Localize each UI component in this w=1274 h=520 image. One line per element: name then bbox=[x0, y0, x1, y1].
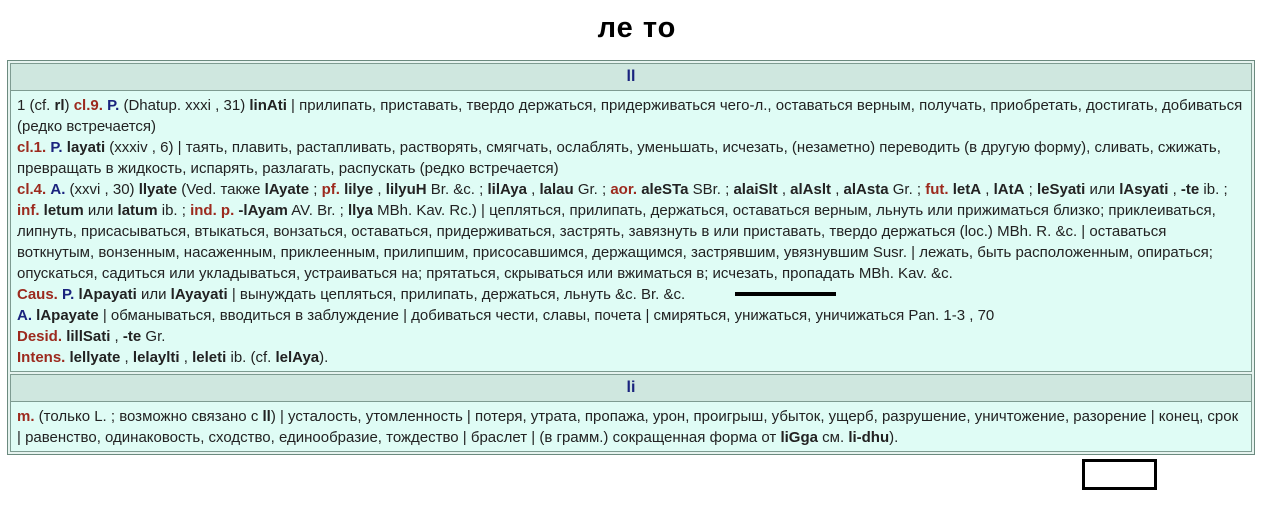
dictionary-entry bbox=[10, 374, 1252, 452]
text-segment: MBh. Kav. Rc.) | цепляться, прилипать, держаться, оставаться верным, льнуть или прижиматься близко; приклеиваться, липнуть, присасываться, втыкаться, вонзаться, оставаться, придерживаться, застрять, завязнуть в или приставать, твердо держаться (loc.) MBh. R. &c. | оставаться воткнутым, вонзенным, насаженным, приклеенным, прилипшим, присосавшимся, держащимся, застрявшим, увязнувшим Susr. | лежать, быть расположенным, опираться; опускаться, садиться или укладываться, устраиваться на; прятаться, скрываться или вжиматься в; исчезать, пропадать MBh. Kav. &c. bbox=[17, 202, 1216, 282]
term: liGga bbox=[780, 429, 818, 446]
term: lelaylti bbox=[132, 349, 180, 366]
term: Caus. bbox=[17, 286, 58, 303]
text-segment: , bbox=[981, 181, 994, 198]
term: lilyuH bbox=[385, 181, 427, 198]
term: alaiSlt bbox=[733, 181, 778, 198]
text-segment: ; bbox=[1024, 181, 1037, 198]
text-segment: 1 (cf. bbox=[17, 97, 55, 114]
term: llya bbox=[347, 202, 373, 219]
term: lAyate bbox=[264, 181, 310, 198]
text-segment: , bbox=[777, 181, 791, 198]
text-segment: ) bbox=[64, 97, 74, 114]
text-segment: ). bbox=[319, 349, 329, 366]
text-segment: AV. Br. ; bbox=[287, 202, 348, 219]
dictionary-entry bbox=[10, 63, 1252, 372]
term: cl.9. bbox=[73, 97, 103, 114]
entry-line bbox=[17, 406, 1245, 448]
term: lAyayati bbox=[170, 286, 228, 303]
text-segment: Gr. ; bbox=[573, 181, 611, 198]
term: letum bbox=[43, 202, 84, 219]
term: linAti bbox=[249, 97, 287, 114]
term: Intens. bbox=[17, 349, 66, 366]
text-segment: (xxvi , 30) bbox=[65, 181, 139, 198]
text-segment: ib. ; bbox=[1199, 181, 1228, 198]
term: rl bbox=[54, 97, 65, 114]
term: -lAyam bbox=[238, 202, 288, 219]
highlight-underline bbox=[735, 292, 836, 296]
entry-line bbox=[17, 305, 1245, 326]
text-segment: ). bbox=[889, 429, 899, 446]
term: P. bbox=[107, 97, 120, 114]
term: A. bbox=[17, 307, 32, 324]
text-segment: (xxxiv , 6) | таять, плавить, растапливать, растворять, смягчать, ослаблять, уменьшать, исчезать, (незаметно) переводить (в другую форму), сливать, сжижать, превращать в жидкость, испарять, разлагать, распускать (редко встречается) bbox=[17, 139, 1221, 177]
term: lAsyati bbox=[1119, 181, 1169, 198]
entry-line bbox=[17, 284, 1245, 305]
term: -te bbox=[1180, 181, 1200, 198]
term: leSyati bbox=[1036, 181, 1086, 198]
term: lalau bbox=[539, 181, 574, 198]
entry-headword: li bbox=[11, 375, 1251, 402]
term: lillSati bbox=[66, 328, 111, 345]
term: leleti bbox=[192, 349, 227, 366]
entry-line bbox=[17, 179, 1245, 284]
text-segment: (Ved. также bbox=[177, 181, 265, 198]
term: P. bbox=[50, 139, 63, 156]
text-segment: , bbox=[373, 181, 386, 198]
term: lilye bbox=[344, 181, 374, 198]
term: P. bbox=[62, 286, 75, 303]
term: -te bbox=[122, 328, 142, 345]
term: lAtA bbox=[993, 181, 1025, 198]
term: Desid. bbox=[17, 328, 63, 345]
text-segment: SBr. ; bbox=[688, 181, 734, 198]
text-segment: , bbox=[831, 181, 844, 198]
term: m. bbox=[17, 408, 35, 425]
dictionary-table bbox=[7, 60, 1255, 455]
text-segment: ; bbox=[309, 181, 322, 198]
text-segment: Br. &c. ; bbox=[426, 181, 488, 198]
term: fut. bbox=[925, 181, 949, 198]
text-segment: ib. ; bbox=[157, 202, 191, 219]
highlight-box bbox=[1082, 459, 1157, 490]
term: alAsta bbox=[843, 181, 889, 198]
term: pf. bbox=[321, 181, 340, 198]
text-segment: , bbox=[120, 349, 133, 366]
text-segment: ib. (cf. bbox=[226, 349, 276, 366]
term: lApayati bbox=[78, 286, 137, 303]
text-segment: Gr. bbox=[141, 328, 166, 345]
term: ll bbox=[262, 408, 271, 425]
term: llyate bbox=[138, 181, 178, 198]
term: latum bbox=[117, 202, 158, 219]
entry-body bbox=[11, 402, 1251, 451]
term: cl.4. bbox=[17, 181, 47, 198]
term: li-dhu bbox=[848, 429, 890, 446]
text-segment: см. bbox=[817, 429, 849, 446]
text-segment: | вынуждать цепляться, прилипать, держаться, льнуть &c. Br. &c. bbox=[227, 286, 686, 303]
term: letA bbox=[952, 181, 982, 198]
text-segment: или bbox=[1085, 181, 1120, 198]
term: alAslt bbox=[790, 181, 832, 198]
term: ind. p. bbox=[190, 202, 235, 219]
text-segment: , bbox=[1168, 181, 1181, 198]
text-segment: | обманываться, вводиться в заблуждение | добиваться чести, славы, почета | смиряться, унижаться, уничижаться Pan. 1-3 , 70 bbox=[98, 307, 995, 324]
entry-line bbox=[17, 137, 1245, 179]
text-segment: , bbox=[526, 181, 540, 198]
text-segment: Gr. ; bbox=[888, 181, 926, 198]
term: lelAya bbox=[275, 349, 320, 366]
page-title: ле то bbox=[597, 12, 677, 44]
text-segment: | прилипать, приставать, твердо держаться, придерживаться чего-л., оставаться верным, получать, приобретать, достигать, добиваться (редко встречается) bbox=[17, 97, 1243, 135]
text-segment: или bbox=[136, 286, 171, 303]
text-segment: или bbox=[83, 202, 118, 219]
term: lilAya bbox=[487, 181, 527, 198]
term: A. bbox=[50, 181, 66, 198]
text-segment: , bbox=[179, 349, 193, 366]
term: lApayate bbox=[36, 307, 99, 324]
entry-line bbox=[17, 326, 1245, 347]
term: inf. bbox=[17, 202, 40, 219]
text-segment: (только L. ; возможно связано с bbox=[34, 408, 263, 425]
term: cl.1. bbox=[17, 139, 47, 156]
entry-headword: ll bbox=[11, 64, 1251, 91]
entry-line bbox=[17, 347, 1245, 368]
entry-body bbox=[11, 91, 1251, 371]
text-segment: , bbox=[110, 328, 123, 345]
text-segment: ) | усталость, утомленность | потеря, утрата, пропажа, урон, проигрыш, убыток, ущерб, разрушение, уничтожение, разорение | конец, срок | равенство, одинаковость, сходство, единообразие, тождество | браслет | (в грамм.) сокращенная форма от bbox=[17, 408, 1239, 446]
term: aleSTa bbox=[641, 181, 689, 198]
text-segment: (Dhatup. xxxi , 31) bbox=[119, 97, 250, 114]
entry-line bbox=[17, 95, 1245, 137]
term: lellyate bbox=[69, 349, 121, 366]
term: layati bbox=[66, 139, 106, 156]
term: aor. bbox=[610, 181, 638, 198]
